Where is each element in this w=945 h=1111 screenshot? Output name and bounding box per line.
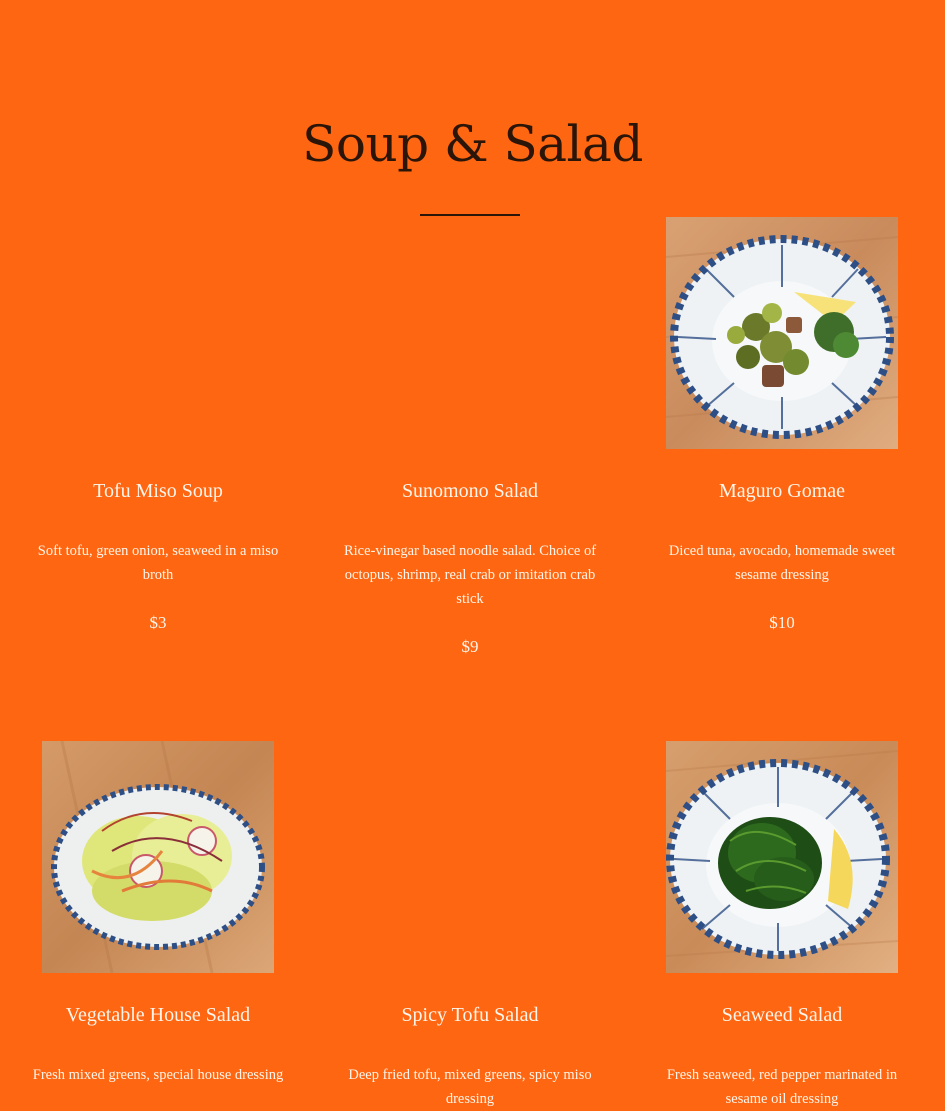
menu-item-maguro-gomae bbox=[626, 217, 938, 657]
item-description: Fresh mixed greens, special house dressing bbox=[32, 1067, 284, 1083]
title-divider bbox=[420, 214, 520, 216]
maguro-gomae-photo bbox=[666, 217, 898, 449]
item-name: Spicy Tofu Salad bbox=[401, 1004, 539, 1026]
vegetable-house-salad-photo bbox=[42, 741, 274, 973]
menu-item-seaweed-salad bbox=[626, 741, 938, 1109]
item-price: $10 bbox=[769, 613, 795, 632]
section-title: Soup & Salad bbox=[302, 115, 643, 173]
item-price: $3 bbox=[149, 613, 167, 632]
item-name: Tofu Miso Soup bbox=[93, 480, 223, 502]
menu-item-spicy-tofu-salad bbox=[314, 741, 626, 1109]
seaweed-salad-photo bbox=[666, 741, 898, 973]
item-description: Rice-vinegar based noodle salad. Choice of octopus, shrimp, real crab or imitation crab stick bbox=[343, 543, 597, 607]
item-description: Deep fried tofu, mixed greens, spicy miso dressing bbox=[348, 1067, 592, 1107]
item-description: Diced tuna, avocado, homemade sweet sesame dressing bbox=[668, 543, 896, 583]
menu-item-sunomono-salad bbox=[314, 217, 626, 667]
item-name: Seaweed Salad bbox=[721, 1004, 843, 1026]
menu-item-tofu-miso-soup bbox=[2, 217, 314, 657]
item-name: Vegetable House Salad bbox=[65, 1004, 251, 1026]
menu-item-vegetable-house-salad bbox=[2, 741, 314, 1109]
item-name: Sunomono Salad bbox=[401, 480, 539, 502]
item-name: Maguro Gomae bbox=[718, 480, 846, 502]
item-description: Soft tofu, green onion, seaweed in a miso broth bbox=[37, 543, 279, 583]
item-description: Fresh seaweed, red pepper marinated in sesame oil dressing bbox=[666, 1067, 898, 1107]
item-price: $9 bbox=[461, 637, 479, 656]
